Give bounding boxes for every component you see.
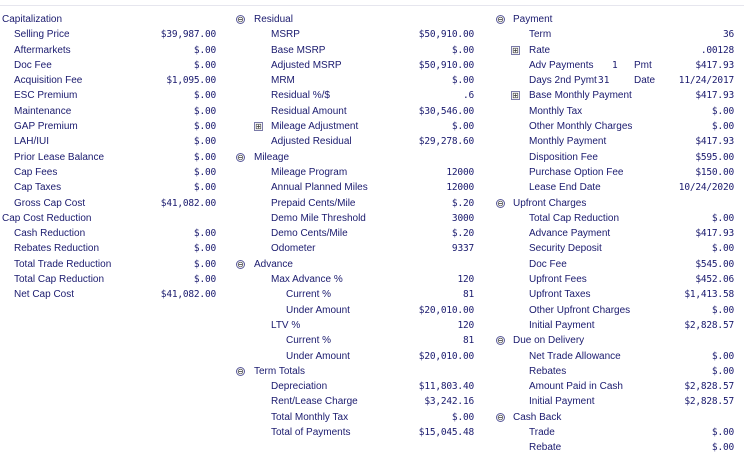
cashback-row <box>494 425 734 440</box>
payment-label: Days 2nd Pymt <box>529 75 597 87</box>
mileage-row <box>234 241 480 256</box>
rate-row[interactable] <box>494 43 734 58</box>
residual-title: Residual <box>254 14 293 25</box>
cap-reduction-value: $.00 <box>193 228 216 240</box>
advance-row <box>234 333 480 348</box>
top-border <box>0 5 744 6</box>
payment-label: Purchase Option Fee <box>529 166 624 178</box>
cap-row <box>0 180 230 195</box>
upfront-value: $2,828.57 <box>684 319 734 331</box>
payment-row <box>494 119 734 134</box>
mileage-title: Mileage <box>254 151 290 163</box>
cap-value: $39,987.00 <box>160 29 216 41</box>
delivery-value: $.00 <box>711 365 734 377</box>
cap-row <box>0 150 230 165</box>
delivery-value: $.00 <box>711 350 734 362</box>
upfront-value: $.00 <box>711 212 734 224</box>
residual-label: MSRP <box>271 29 300 41</box>
term-totals-title: Term Totals <box>254 365 305 377</box>
mileage-label: Annual Planned Miles <box>271 182 368 194</box>
mileage-header[interactable] <box>234 150 480 165</box>
expand-icon[interactable]: ⊞ <box>512 45 519 55</box>
cap-reduction-row <box>0 226 230 241</box>
cap-row <box>0 58 230 73</box>
residual-row <box>234 104 480 119</box>
mileage-label: Demo Cents/Mile <box>271 228 348 240</box>
payment-value: $417.93 <box>695 90 734 102</box>
cap-reduction-value: $.00 <box>193 243 216 255</box>
cap-label: Cap Taxes <box>14 182 62 194</box>
upfront-label: Security Deposit <box>529 243 602 255</box>
cashback-row <box>494 440 734 455</box>
advance-title: Advance <box>254 258 293 270</box>
upfront-header[interactable] <box>494 196 734 211</box>
cap-value: $.00 <box>193 44 216 56</box>
advance-row <box>234 287 480 302</box>
residual-value: $.00 <box>451 121 474 133</box>
cap-row <box>0 119 230 134</box>
mileage-value: 12000 <box>446 182 474 194</box>
delivery-value: $2,828.57 <box>684 381 734 393</box>
collapse-icon[interactable]: ⊖ <box>497 15 504 24</box>
cap-value: $.00 <box>193 105 216 117</box>
payment-label: Disposition Fee <box>529 151 598 163</box>
payment-label: Monthly Payment <box>529 136 607 148</box>
mileage-label: Prepaid Cents/Mile <box>271 197 356 209</box>
upfront-label: Doc Fee <box>529 258 567 270</box>
days-count: 31 <box>598 75 610 87</box>
payment-row <box>494 180 734 195</box>
mileage-row <box>234 211 480 226</box>
cap-reduction-row <box>0 272 230 287</box>
cashback-value: $.00 <box>711 427 734 439</box>
cap-row <box>0 43 230 58</box>
cap-row <box>0 134 230 149</box>
payment-value: $.00 <box>711 105 734 117</box>
term-totals-label: Depreciation <box>271 381 328 393</box>
term-totals-row <box>234 394 480 409</box>
mileage-label: Odometer <box>271 243 316 255</box>
payment-label: Term <box>529 29 552 41</box>
upfront-label: Initial Payment <box>529 319 595 331</box>
cap-label: Cap Fees <box>14 166 58 178</box>
payment-title: Payment <box>513 14 553 25</box>
term-totals-row <box>234 410 480 425</box>
delivery-header[interactable] <box>494 333 734 348</box>
payment-row <box>494 165 734 180</box>
payment-label: Other Monthly Charges <box>529 121 633 133</box>
advance-label: Current % <box>286 289 332 301</box>
residual-row <box>234 134 480 149</box>
collapse-icon[interactable]: ⊖ <box>237 152 244 162</box>
mileage-value: 9337 <box>451 243 474 255</box>
upfront-value: $417.93 <box>695 228 734 240</box>
upfront-title: Upfront Charges <box>513 197 587 209</box>
advance-value: 81 <box>462 335 474 347</box>
cap-label: Gross Cap Cost <box>14 197 86 209</box>
cap-label: LAH/IUI <box>14 136 50 148</box>
payment-value: $595.00 <box>695 151 734 163</box>
residual-value: $50,910.00 <box>418 59 474 71</box>
advance-label: LTV % <box>271 319 301 331</box>
advance-label: Under Amount <box>286 304 350 316</box>
mileage-label: Mileage Program <box>271 166 348 178</box>
cap-value: $.00 <box>193 121 216 133</box>
residual-row <box>234 27 480 42</box>
upfront-row <box>494 226 734 241</box>
adv-payments-row <box>494 58 734 73</box>
cashback-header[interactable] <box>494 410 734 425</box>
residual-row <box>234 43 480 58</box>
expand-icon[interactable]: ⊞ <box>512 91 519 101</box>
term-totals-label: Total of Payments <box>271 427 351 439</box>
capitalization-section <box>0 12 230 303</box>
payment-row <box>494 134 734 149</box>
term-totals-row <box>234 379 480 394</box>
payment-label: Lease End Date <box>529 182 601 194</box>
mileage-value: 3000 <box>451 212 474 224</box>
upfront-value: $545.00 <box>695 258 734 270</box>
cap-row <box>0 88 230 103</box>
cap-reduction-value: $.00 <box>193 258 216 270</box>
cashback-title: Cash Back <box>513 411 562 423</box>
cap-label: Acquisition Fee <box>14 75 83 87</box>
capitalization-header <box>0 12 230 27</box>
delivery-label: Amount Paid in Cash <box>529 381 623 393</box>
cap-reduction-title: Cap Cost Reduction <box>2 212 92 224</box>
term-totals-value: $15,045.48 <box>418 427 474 439</box>
upfront-value: $.00 <box>711 304 734 316</box>
cap-reduction-row <box>0 287 230 302</box>
residual-label: Residual Amount <box>271 105 347 117</box>
cap-reduction-value: $.00 <box>193 274 216 286</box>
upfront-row <box>494 318 734 333</box>
cap-label: Selling Price <box>14 29 70 41</box>
cashback-label: Trade <box>529 427 555 439</box>
cap-reduction-label: Net Cap Cost <box>14 289 75 301</box>
residual-label: Mileage Adjustment <box>271 121 359 133</box>
advance-value: $20,010.00 <box>418 350 474 362</box>
advance-value: 120 <box>457 319 474 331</box>
cap-label: GAP Premium <box>14 121 78 133</box>
term-totals-value: $11,803.40 <box>418 381 474 393</box>
delivery-label: Rebates <box>529 365 567 377</box>
delivery-value: $2,828.57 <box>684 396 734 408</box>
advance-label: Current % <box>286 335 332 347</box>
pmt-label: Pmt <box>634 59 652 71</box>
residual-label: Adjusted Residual <box>271 136 352 148</box>
upfront-label: Total Cap Reduction <box>529 212 620 224</box>
mileage-row <box>234 180 480 195</box>
cap-reduction-value: $41,082.00 <box>160 289 216 301</box>
residual-label: Base MSRP <box>271 44 326 56</box>
payment-value: $150.00 <box>695 166 734 178</box>
payment-label: Adv Payments <box>529 59 594 71</box>
collapse-icon[interactable]: ⊖ <box>237 259 244 269</box>
base-monthly-row[interactable] <box>494 88 734 103</box>
residual-row <box>234 88 480 103</box>
mileage-value: 12000 <box>446 166 474 178</box>
advance-value: 120 <box>457 274 474 286</box>
cap-row <box>0 27 230 42</box>
cap-row <box>0 104 230 119</box>
residual-value: $.00 <box>451 75 474 87</box>
residual-column <box>234 12 480 440</box>
mileage-value: $.20 <box>451 228 474 240</box>
cap-label: Doc Fee <box>14 59 52 71</box>
cap-reduction-row <box>0 257 230 272</box>
cap-label: Prior Lease Balance <box>14 151 105 163</box>
cap-reduction-label: Cash Reduction <box>14 228 86 240</box>
advance-row <box>234 272 480 287</box>
advance-value: 81 <box>462 289 474 301</box>
cap-value: $.00 <box>193 182 216 194</box>
residual-label: Adjusted MSRP <box>271 59 342 71</box>
upfront-label: Upfront Fees <box>529 274 587 286</box>
cap-label: ESC Premium <box>14 90 78 102</box>
capitalization-title: Capitalization <box>2 14 63 25</box>
adv-payments-count: 1 <box>612 59 618 71</box>
residual-value: $30,546.00 <box>418 105 474 117</box>
advance-row <box>234 349 480 364</box>
payment-column <box>494 12 734 456</box>
upfront-row <box>494 241 734 256</box>
cap-value: $.00 <box>193 59 216 71</box>
payment-value: $417.93 <box>695 59 734 71</box>
cap-value: $.00 <box>193 90 216 102</box>
residual-value: .6 <box>462 90 474 102</box>
cap-reduction-row <box>0 241 230 256</box>
residual-row <box>234 73 480 88</box>
collapse-icon[interactable]: ⊖ <box>497 336 504 346</box>
days-2nd-pymt-row <box>494 73 734 88</box>
cap-value: $.00 <box>193 151 216 163</box>
mileage-label: Demo Mile Threshold <box>271 212 366 224</box>
mileage-adjustment-row[interactable] <box>234 119 480 134</box>
delivery-label: Net Trade Allowance <box>529 350 621 362</box>
payment-value: 11/24/2017 <box>678 75 734 87</box>
residual-header[interactable] <box>234 12 480 27</box>
expand-icon[interactable]: ⊞ <box>255 122 262 132</box>
cap-row <box>0 196 230 211</box>
upfront-value: $452.06 <box>695 274 734 286</box>
advance-row <box>234 318 480 333</box>
term-totals-label: Rent/Lease Charge <box>271 396 358 408</box>
date-label: Date <box>634 75 656 87</box>
cap-reduction-label: Total Cap Reduction <box>14 274 105 286</box>
upfront-value: $.00 <box>711 243 734 255</box>
delivery-title: Due on Delivery <box>513 335 585 347</box>
term-totals-value: $.00 <box>451 411 474 423</box>
upfront-label: Other Upfront Charges <box>529 304 631 316</box>
cap-label: Maintenance <box>14 105 72 117</box>
cap-reduction-label: Total Trade Reduction <box>14 258 112 270</box>
delivery-row <box>494 394 734 409</box>
upfront-row <box>494 211 734 226</box>
upfront-value: $1,413.58 <box>684 289 734 301</box>
upfront-label: Upfront Taxes <box>529 289 591 301</box>
mileage-row <box>234 196 480 211</box>
payment-value: .00128 <box>700 44 734 56</box>
cap-reduction-label: Rebates Reduction <box>14 243 100 255</box>
term-totals-value: $3,242.16 <box>424 396 474 408</box>
residual-value: $.00 <box>451 44 474 56</box>
cap-label: Aftermarkets <box>14 44 71 56</box>
cap-row <box>0 165 230 180</box>
mileage-row <box>234 165 480 180</box>
cashback-label: Rebate <box>529 442 562 454</box>
advance-label: Max Advance % <box>271 274 343 286</box>
delivery-row <box>494 349 734 364</box>
payment-label: Rate <box>529 44 551 56</box>
upfront-label: Advance Payment <box>529 228 611 240</box>
cashback-value: $.00 <box>711 442 734 454</box>
cap-value: $41,082.00 <box>160 197 216 209</box>
delivery-row <box>494 379 734 394</box>
upfront-row <box>494 257 734 272</box>
term-totals-row <box>234 425 480 440</box>
collapse-icon[interactable]: ⊖ <box>497 198 504 208</box>
term-totals-header[interactable] <box>234 364 480 379</box>
payment-label: Base Monthly Payment <box>529 90 632 102</box>
cap-reduction-header <box>0 211 230 226</box>
advance-value: $20,010.00 <box>418 304 474 316</box>
residual-label: MRM <box>271 75 295 87</box>
advance-row <box>234 303 480 318</box>
mileage-value: $.20 <box>451 197 474 209</box>
payment-value: $.00 <box>711 121 734 133</box>
collapse-icon[interactable]: ⊖ <box>237 15 244 24</box>
cap-value: $.00 <box>193 136 216 148</box>
residual-value: $50,910.00 <box>418 29 474 41</box>
residual-label: Residual %/$ <box>271 90 330 102</box>
collapse-icon[interactable]: ⊖ <box>497 412 504 422</box>
mileage-row <box>234 226 480 241</box>
upfront-row <box>494 272 734 287</box>
advance-header[interactable] <box>234 257 480 272</box>
payment-header[interactable] <box>494 12 734 27</box>
term-totals-label: Total Monthly Tax <box>271 411 349 423</box>
payment-label: Monthly Tax <box>529 105 583 117</box>
payment-value: 10/24/2020 <box>678 182 734 194</box>
cap-row <box>0 73 230 88</box>
payment-row <box>494 27 734 42</box>
payment-row <box>494 150 734 165</box>
cap-value: $.00 <box>193 166 216 178</box>
advance-label: Under Amount <box>286 350 350 362</box>
residual-value: $29,278.60 <box>418 136 474 148</box>
cap-value: $1,095.00 <box>166 75 216 87</box>
payment-value: 36 <box>722 29 734 41</box>
upfront-row <box>494 303 734 318</box>
collapse-icon[interactable]: ⊖ <box>237 366 244 376</box>
residual-row <box>234 58 480 73</box>
upfront-row <box>494 287 734 302</box>
payment-row <box>494 104 734 119</box>
delivery-label: Initial Payment <box>529 396 595 408</box>
payment-value: $417.93 <box>695 136 734 148</box>
delivery-row <box>494 364 734 379</box>
